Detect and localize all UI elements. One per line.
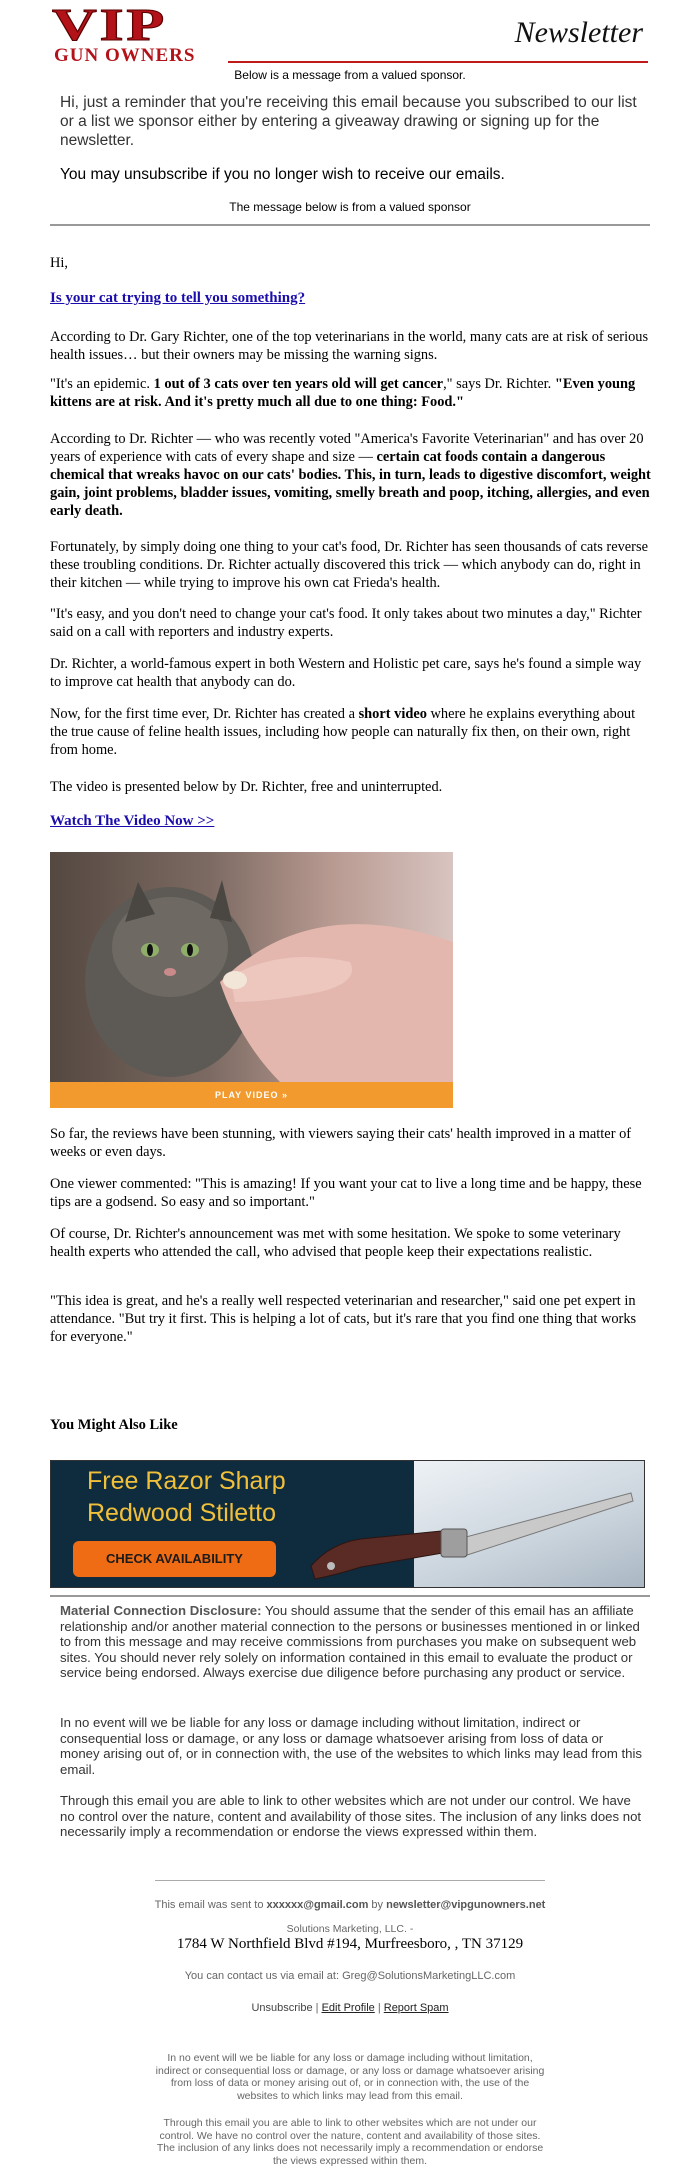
footer-links: Unsubscribe | Edit Profile | Report Spam: [251, 2002, 449, 2014]
edit-profile-link[interactable]: Edit Profile: [321, 2002, 375, 2014]
also-like-heading: You Might Also Like: [50, 1417, 178, 1433]
paragraph-3: According to Dr. Richter — who was recently voted "America's Favorite Veterinarian" and has over 20 years of experience with cats of every shape and size — certain cat foods contain a dangerous chemical that wreaks havoc on our cats' bodies. This, in turn, leads to digestive discomfort, weight gain, joint problems, bladder issues, vomiting, smelly breath and poop, itching, allergies, and even early death.: [50, 431, 651, 519]
footer-legal-1: In no event will we be liable for any loss or damage including without limitation, indirect or consequential loss or damage, or any loss or damage whatsoever arising from loss of data or money arising out of, or in connection with, the use of the websites to which links may lead from this email.: [155, 2052, 545, 2102]
disclosure-paragraph-2: In no event will we be liable for any loss or damage including without limitation, indirect or consequential loss or damage, or any loss or damage whatsoever arising from loss of data or money arising out of, or in connection with, the use of the websites to which links may lead from this email.: [60, 1715, 643, 1777]
headline-link[interactable]: Is your cat trying to tell you something?: [50, 290, 306, 306]
logo-vip-text: VIP: [52, 0, 168, 50]
contact-line: You can contact us via email at: Greg@SolutionsMarketingLLC.com: [184, 1970, 516, 1982]
disclosure-divider: [50, 1595, 650, 1597]
sponsor-note-top: Below is a message from a valued sponsor.: [234, 68, 466, 82]
report-spam-link[interactable]: Report Spam: [383, 2002, 449, 2014]
check-availability-button[interactable]: CHECK AVAILABILITY: [73, 1541, 276, 1577]
unsubscribe-link[interactable]: Unsubscribe: [251, 2002, 313, 2014]
header-divider: [228, 61, 648, 63]
subscription-reminder: Hi, just a reminder that you're receiving this email because you subscribed to our list or a list we sponsor either by entering a giveaway drawing or signing up for the newsletter.: [60, 94, 637, 149]
footer-divider: [155, 1880, 545, 1881]
paragraph-6: Dr. Richter, a world-famous expert in both Western and Holistic pet care, says he's found a simple way to improve cat health that anybody can do.: [50, 656, 642, 690]
greeting: Hi,: [50, 255, 68, 271]
disclosure-paragraph-1: Material Connection Disclosure: You should assume that the sender of this email has an affiliate relationship and/or another material connection to the persons or businesses mentioned in or linked to from this message and may receive commissions from purchases you make on subsequent web sites. You should never rely solely on information contained in this email to evaluate the product or service being endorsed. Always exercise due diligence before purchasing any product or service.: [60, 1603, 640, 1680]
play-video-button[interactable]: PLAY VIDEO »: [50, 1082, 453, 1108]
paragraph-5: "It's easy, and you don't need to change your cat's food. It only takes about two minutes a day," Richter said on a call with reporters and industry experts.: [50, 606, 642, 640]
paragraph-11: Of course, Dr. Richter's announcement was met with some hesitation. We spoke to some veterinary health experts who attended the call, who advised that people keep their expectations realistic.: [50, 1226, 621, 1260]
paragraph-12: "This idea is great, and he's a really well respected veterinarian and researcher," said one pet expert in attendance. "But try it first. This is helping a lot of cats, but it's rare that you find one thing that works for everyone.": [50, 1293, 637, 1345]
paragraph-4: Fortunately, by simply doing one thing to your cat's food, Dr. Richter has seen thousands of cats reverse these troubling conditions. Dr. Richter actually discovered this trick — which anybody can do, right in their kitchen — while trying to improve his own cat Frieda's health.: [50, 539, 648, 591]
watch-video-link[interactable]: Watch The Video Now >>: [50, 813, 215, 829]
cat-hand-illustration: [50, 852, 453, 1082]
knife-icon: [301, 1471, 641, 1581]
disclosure-paragraph-3: Through this email you are able to link to other websites which are not under our control. We have no control over the nature, content and availability of those sites. The inclusion of any links does not necessarily imply a recommendation or endorse the views expressed within them.: [60, 1793, 642, 1839]
paragraph-9: So far, the reviews have been stunning, with viewers saying their cats' health improved in a matter of weeks or even days.: [50, 1126, 632, 1160]
footer-legal-2: Through this email you are able to link to other websites which are not under our control. We have no control over the nature, content and availability of those sites. The inclusion of any links does not necessarily imply a recommendation or endorse the views expressed within them.: [156, 2117, 544, 2167]
logo-gun-owners-text: GUN OWNERS: [54, 45, 196, 66]
vip-gun-owners-logo[interactable]: [52, 0, 242, 66]
newsletter-title: Newsletter: [514, 16, 643, 49]
sponsor-note-bottom: The message below is from a valued sponsor: [229, 200, 471, 214]
sent-to-line: This email was sent to xxxxxx@gmail.com by newsletter@vipgunowners.net: [154, 1899, 546, 1911]
paragraph-8: The video is presented below by Dr. Richter, free and uninterrupted.: [50, 779, 443, 795]
paragraph-2: "It's an epidemic. 1 out of 3 cats over ten years old will get cancer," says Dr. Richter. "Even young kittens are at risk. And it's pretty much all due to one thing: Food.": [50, 376, 636, 410]
ad-headline-1: Free Razor Sharp: [87, 1467, 286, 1495]
paragraph-10: One viewer commented: "This is amazing! If you want your cat to live a long time and be happy, these tips are a godsend. So easy and so important.": [50, 1176, 642, 1210]
company-name: Solutions Marketing, LLC. -: [286, 1923, 414, 1935]
stiletto-ad-banner[interactable]: [50, 1460, 645, 1588]
paragraph-7: Now, for the first time ever, Dr. Richter has created a short video where he explains everything about the true cause of feline health issues, including how people can naturally fix then, on their own, right from home.: [50, 706, 636, 758]
video-thumbnail[interactable]: [50, 852, 453, 1108]
unsubscribe-note: You may unsubscribe if you no longer wish to receive our emails.: [60, 166, 505, 183]
section-divider: [50, 224, 650, 226]
paragraph-1: According to Dr. Gary Richter, one of the top veterinarians in the world, many cats are at risk of serious health issues… but their owners may be missing the warning signs.: [50, 329, 649, 363]
ad-headline-2: Redwood Stiletto: [87, 1499, 277, 1527]
cat-photo: [50, 852, 453, 1082]
mailing-address: 1784 W Northfield Blvd #194, Murfreesboro, , TN 37129: [176, 1936, 524, 1952]
